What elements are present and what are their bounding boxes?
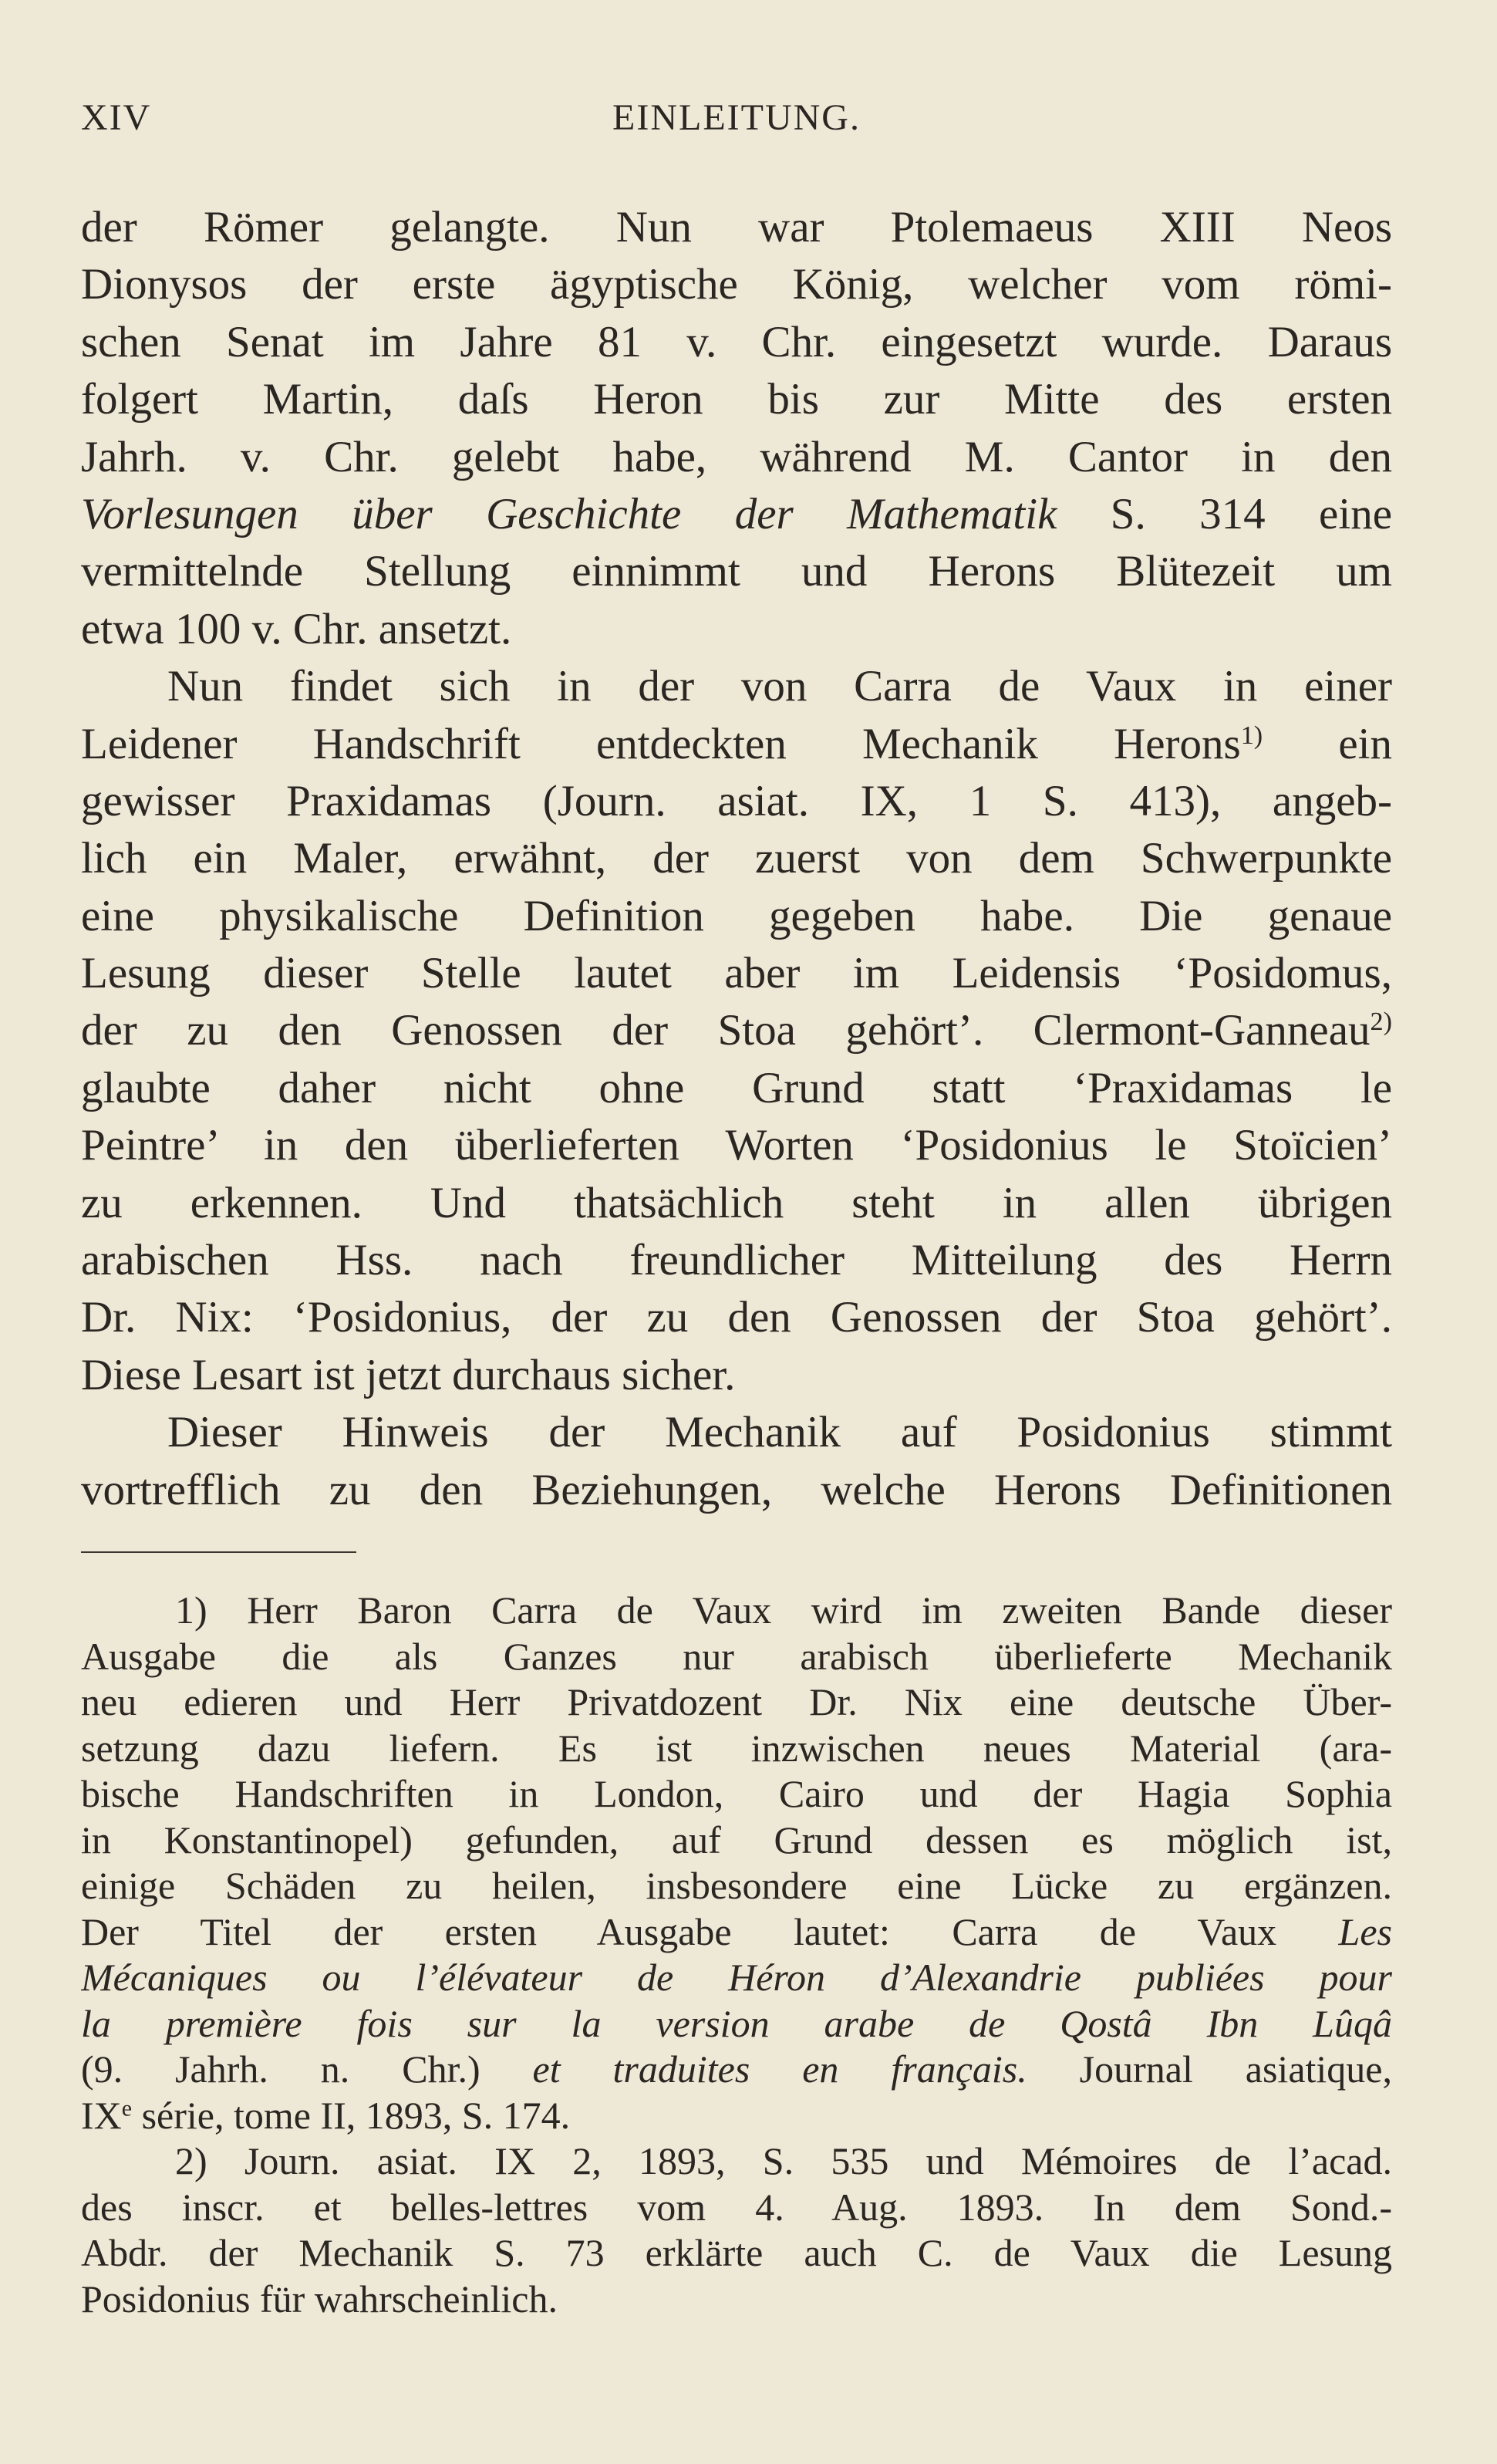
footnote-line: la première fois sur la version arabe de Qostâ Ibn Lûqâ [81,2001,1392,2045]
italic-run: et traduites en français. [532,2047,1027,2091]
text-line: arabischen Hss. nach freundlicher Mitteilung des Herrn [81,1236,1392,1285]
book-title-italic: Les [1338,1909,1392,1953]
text-line: der Römer gelangte. Nun war Ptolemaeus XIII Neos [81,203,1392,251]
footnote-line: des inscr. et belles-lettres vom 4. Aug. 1893. In dem Sond.- [81,2185,1392,2229]
text-line: Dr. Nix: ‘Posidonius, der zu den Genossen der Stoa gehört’. [81,1293,1392,1342]
book-title-italic: Vorlesungen über Geschichte der Mathematik [81,489,1057,538]
footnote-line: Mécaniques ou l’élévateur de Héron d’Alexandrie publiées pour [81,1956,1392,1999]
footnote-line: bische Handschriften in London, Cairo und der Hagia Sophia [81,1772,1392,1815]
text-line: glaubte daher nicht ohne Grund statt ‘Praxidamas le [81,1063,1392,1112]
page-number: XIV [81,97,152,138]
footnote-line: einige Schäden zu heilen, insbesondere eine Lücke zu ergänzen. [81,1864,1392,1907]
footnote-line: Posidonius für wahrscheinlich. [81,2277,558,2321]
text-line: gewisser Praxidamas (Journ. asiat. IX, 1 S. 413), angeb- [81,776,1392,825]
text-run: der zu den Genossen der Stoa gehört’. Clermont-Ganneau [81,1006,1371,1055]
text-line: vortrefflich zu den Beziehungen, welche Herons Definitionen [81,1465,1392,1514]
text-run: S. 314 eine [1057,489,1392,538]
footnote-line: 1) Herr Baron Carra de Vaux wird im zweiten Bande dieser [175,1588,1392,1632]
text-line [81,716,1392,773]
footnote-line: neu edieren und Herr Privatdozent Dr. Nix eine deutsche Über- [81,1680,1392,1723]
text-run: Journal asiatique, [1027,2047,1392,2091]
text-line: etwa 100 v. Chr. ansetzt. [81,604,512,653]
text-run: (9. Jahrh. n. Chr.) [81,2047,533,2091]
text-line: vermittelnde Stellung einnimmt und Herons Blütezeit um [81,547,1392,596]
text-line: Peintre’ in den überlieferten Worten ‘Posidonius le Stoïcien’ [81,1121,1392,1170]
text-run: IX [81,2093,122,2137]
footnote-line [81,2093,1392,2139]
text-line [81,486,1392,543]
text-line: Diese Lesart ist jetzt durchaus sicher. [81,1350,736,1399]
footnote-line [81,1909,1392,1956]
running-title: EINLEITUNG. [612,97,861,138]
superscript: e [121,2095,133,2121]
footnote-line: in Konstantinopel) gefunden, auf Grund dessen es möglich ist, [81,1818,1392,1862]
text-run: Leidener Handschrift entdeckten Mechanik Herons [81,719,1241,768]
running-header [81,96,1392,140]
main-text [81,199,1392,1519]
text-line: schen Senat im Jahre 81 v. Chr. eingesetzt wurde. Daraus [81,317,1392,366]
text-line: lich ein Maler, erwähnt, der zuerst von dem Schwerpunkte [81,834,1392,883]
text-line: folgert Martin, daſs Heron bis zur Mitte des ersten [81,375,1392,424]
text-line: Dionysos der erste ägyptische König, welcher vom römi- [81,260,1392,309]
text-line: Nun findet sich in der von Carra de Vaux in einer [167,662,1392,711]
text-run: Der Titel der ersten Ausgabe lautet: Carra de Vaux [81,1909,1277,1953]
footnote-line: 2) Journ. asiat. IX 2, 1893, S. 535 und Mémoires de l’acad. [175,2139,1392,2182]
text-line: zu erkennen. Und thatsächlich steht in allen übrigen [81,1178,1392,1227]
footnote-line: setzung dazu liefern. Es ist inzwischen neues Material (ara- [81,1726,1392,1770]
text-line: Dieser Hinweis der Mechanik auf Posidonius stimmt [167,1408,1392,1457]
footnote-line [81,2047,1392,2093]
footnotes [81,1588,1392,2322]
text-line: eine physikalische Definition gegeben habe. Die genaue [81,891,1392,940]
footnote-line: Abdr. der Mechanik S. 73 erklärte auch C. de Vaux die Lesung [81,2231,1392,2274]
text-run: série, tome II, 1893, S. 174. [132,2093,571,2137]
text-line: Lesung dieser Stelle lautet aber im Leidensis ‘Posidomus, [81,949,1392,998]
text-line: Jahrh. v. Chr. gelebt habe, während M. Cantor in den [81,432,1392,481]
text-line [81,1002,1392,1059]
footnote-separator [81,1551,356,1553]
text-run: ein [1263,719,1392,768]
footnote-line: Ausgabe die als Ganzes nur arabisch überlieferte Mechanik [81,1634,1392,1678]
footnote-ref-2: 2) [1370,1008,1392,1037]
footnote-ref-1: 1) [1240,721,1263,750]
